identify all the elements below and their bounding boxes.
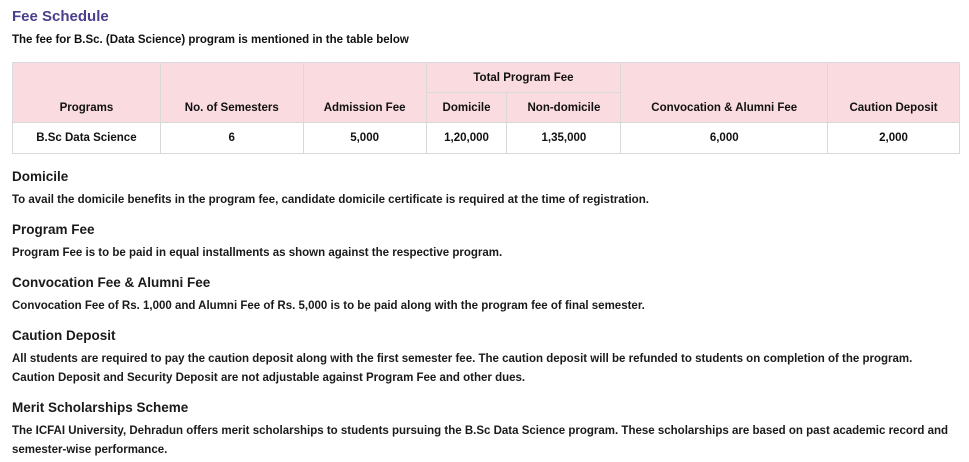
header-caution-deposit: Caution Deposit xyxy=(828,63,960,123)
header-domicile: Domicile xyxy=(426,93,507,123)
section-text: Convocation Fee of Rs. 1,000 and Alumni Fee of Rs. 5,000 is to be paid along with the program fee of final semester. xyxy=(12,300,645,312)
table-row xyxy=(13,123,960,154)
section-heading: Convocation Fee & Alumni Fee xyxy=(12,275,211,290)
cell-domicile: 1,20,000 xyxy=(426,123,507,154)
header-admission-fee: Admission Fee xyxy=(303,63,426,123)
fee-table xyxy=(12,62,960,154)
info-sections xyxy=(12,168,957,460)
cell-caution-deposit: 2,000 xyxy=(828,123,960,154)
section-text: The ICFAI University, Dehradun offers merit scholarships to students pursuing the B.Sc Data Science program. These scholarships are based on past academic record and semester-wise performance. xyxy=(12,425,949,456)
intro-text: The fee for B.Sc. (Data Science) program is mentioned in the table below xyxy=(12,34,409,46)
cell-non-domicile: 1,35,000 xyxy=(507,123,621,154)
cell-program: B.Sc Data Science xyxy=(13,123,161,154)
cell-semesters: 6 xyxy=(160,123,303,154)
section-heading: Caution Deposit xyxy=(12,328,116,343)
section-domicile xyxy=(12,168,957,210)
header-total-program-fee: Total Program Fee xyxy=(426,63,621,93)
section-caution-deposit xyxy=(12,327,957,388)
header-non-domicile: Non-domicile xyxy=(507,93,621,123)
section-text: To avail the domicile benefits in the program fee, candidate domicile certificate is required at the time of registration. xyxy=(12,194,649,206)
section-heading: Program Fee xyxy=(12,222,95,237)
section-heading: Merit Scholarships Scheme xyxy=(12,400,189,415)
cell-admission-fee: 5,000 xyxy=(303,123,426,154)
section-convocation-fee xyxy=(12,274,957,316)
section-text: Program Fee is to be paid in equal installments as shown against the respective program. xyxy=(12,247,503,259)
header-programs: Programs xyxy=(13,63,161,123)
section-merit-scholarships xyxy=(12,399,957,460)
section-program-fee xyxy=(12,221,957,263)
header-semesters: No. of Semesters xyxy=(160,63,303,123)
section-heading: Domicile xyxy=(12,169,69,184)
section-text: All students are required to pay the caution deposit along with the first semester fee. The caution deposit will be refunded to students on completion of the program. Caution Deposit and Security Deposit are not adjustable against Program Fee and other dues. xyxy=(12,353,913,384)
header-convocation-alumni-fee: Convocation & Alumni Fee xyxy=(621,63,828,123)
cell-convocation-alumni-fee: 6,000 xyxy=(621,123,828,154)
table-header-row xyxy=(13,63,960,93)
page-title: Fee Schedule xyxy=(12,8,109,25)
